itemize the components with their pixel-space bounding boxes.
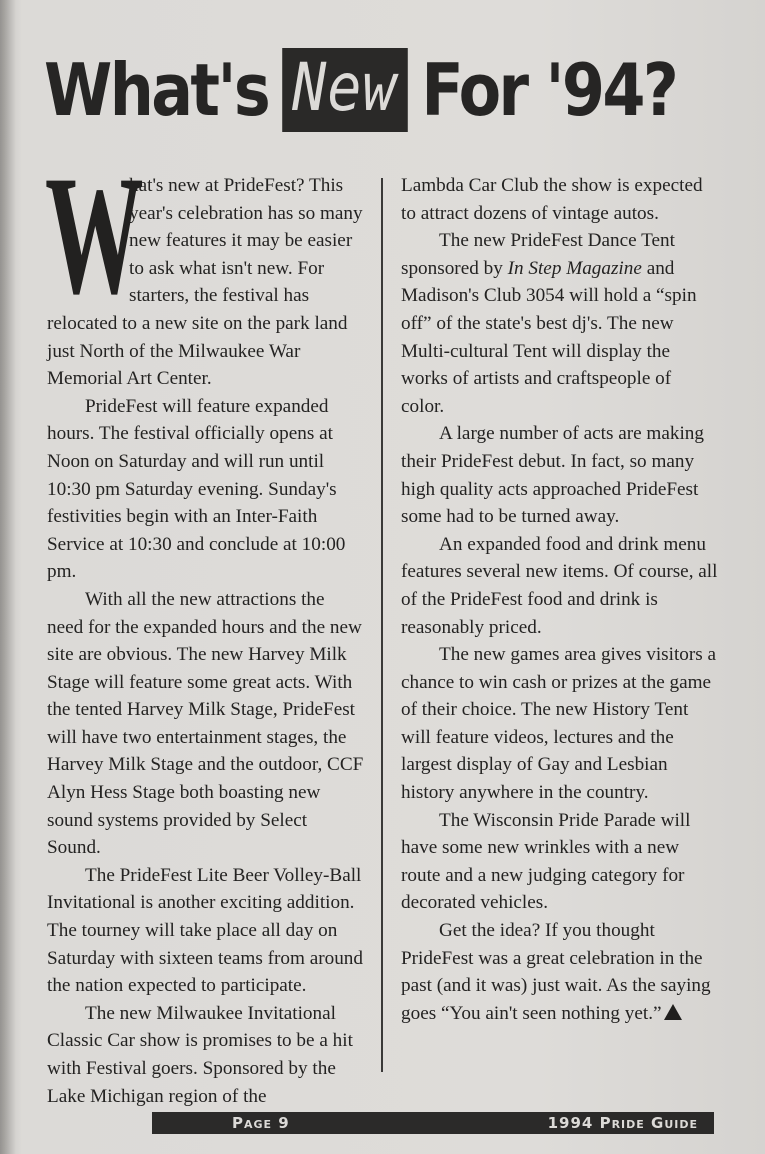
- title-part-1: What's: [44, 48, 269, 132]
- paragraph-hours: PrideFest will feature expanded hours. The festival officially opens at Noon on Saturday and will run until 10:30 pm Saturday evening. Sunday's festivities begin with an Inter-Faith Service at 10:30 and conclude at 10:00 pm.: [47, 395, 346, 583]
- page-footer: [152, 1112, 714, 1134]
- right-column: [401, 172, 719, 1027]
- magazine-name: In Step Magazine: [507, 257, 642, 279]
- paragraph-parade: The Wisconsin Pride Parade will have some new wrinkles with a new route and a new judging category for decorated vehicles.: [401, 809, 691, 914]
- page-number: Page 9: [232, 1114, 290, 1132]
- publication-name: 1994 Pride Guide: [547, 1114, 698, 1132]
- column-divider: [381, 178, 383, 1072]
- intro-text: hat's new at PrideFest? This year's celebration has so many new features it may be easier to ask what isn't new. For starters, the festival has relocated to a new site on the park land just North of the Milwaukee War Memorial Art Center.: [47, 175, 363, 390]
- binding-shadow: [0, 0, 16, 1154]
- dance-tent-text-1: The new PrideFest Dance Tent sponsored by: [401, 230, 675, 279]
- drop-cap: W: [45, 141, 144, 329]
- paragraph-car-show: The new Milwaukee Invitational Classic Car show is promises to be a hit with Festival goers. Sponsored by the Lake Michigan region of the: [47, 1002, 353, 1107]
- paragraph-volleyball: The PrideFest Lite Beer Volley-Ball Invitational is another exciting addition. The tourney will take place all day on Saturday with sixteen teams from around the nation expected to participate.: [47, 864, 363, 997]
- page-title: [44, 44, 677, 136]
- end-triangle-icon: [664, 1004, 682, 1020]
- paragraph-closing: [401, 917, 719, 1027]
- title-new-box: New: [282, 48, 408, 132]
- paragraph-food: An expanded food and drink menu features several new items. Of course, all of the PrideFest food and drink is reasonably priced.: [401, 533, 718, 638]
- paragraph-acts: A large number of acts are making their PrideFest debut. In fact, so many high quality acts approached PrideFest some had to be turned away.: [401, 423, 704, 528]
- paragraph-intro: [45, 141, 365, 393]
- paragraph-dance-tent: [401, 227, 719, 420]
- left-column: [45, 141, 365, 1110]
- dance-tent-text-2: and Madison's Club 3054 will hold a “spin off” of the state's best dj's. The new Multi-cultural Tent will display the works of artists and craftspeople of color.: [401, 257, 697, 417]
- paragraph-stages: With all the new attractions the need for the expanded hours and the new site are obvious. The new Harvey Milk Stage will feature some great acts. With the tented Harvey Milk Stage, PrideFest will have two entertainment stages, the Harvey Milk Stage and the outdoor, CCF Alyn Hess Stage both boasting new sound systems provided by Select Sound.: [47, 588, 364, 859]
- paragraph-games: The new games area gives visitors a chance to win cash or prizes at the game of their choice. The new History Tent will feature videos, lectures and the largest display of Gay and Lesbian history anywhere in the country.: [401, 644, 717, 804]
- closing-text: Get the idea? If you thought PrideFest was a great celebration in the past (and it was) just wait. As the saying goes “You ain't seen nothing yet.”: [401, 920, 711, 1024]
- paragraph-car-show-continued: Lambda Car Club the show is expected to attract dozens of vintage autos.: [401, 175, 703, 224]
- title-part-2: For '94?: [421, 48, 677, 132]
